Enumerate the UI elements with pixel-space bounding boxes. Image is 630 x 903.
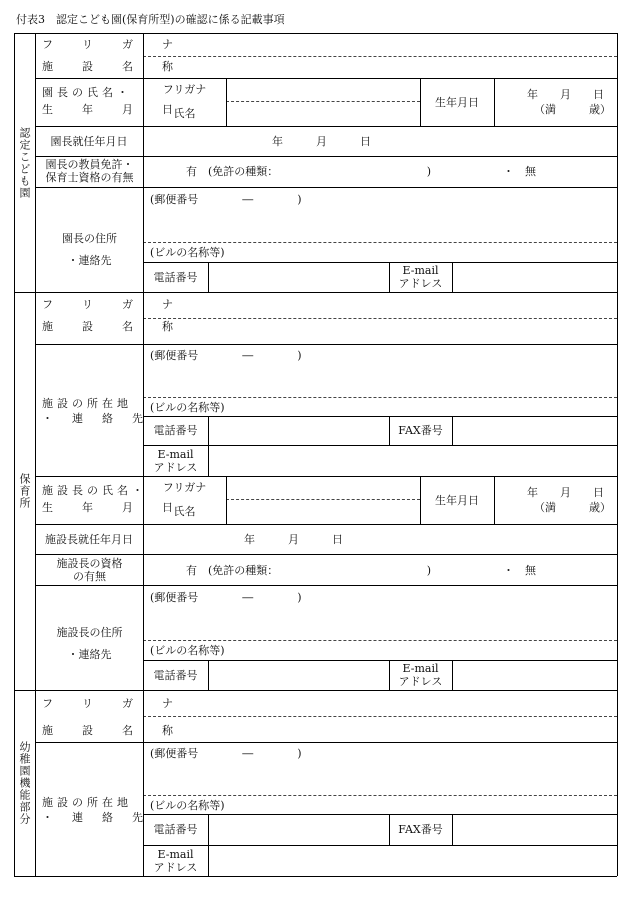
label-contact: ・ 連 絡 先: [42, 412, 147, 425]
label-facility-name: 施 設 名 称: [42, 724, 182, 737]
dashed-rule: [143, 397, 617, 398]
section-label-nintei-kodomoen: 認定こども園: [18, 126, 31, 199]
birthdate-placeholder: 年 月 日: [527, 486, 604, 499]
label-facility-name: 施 設 名 称: [42, 60, 182, 73]
rule: [143, 845, 617, 846]
appointed-date-placeholder: 年 月 日: [272, 135, 371, 148]
license-none: ・ 無: [503, 165, 536, 178]
rule: [452, 660, 453, 690]
label-fax: FAX番号: [398, 823, 443, 836]
rule: [452, 814, 453, 845]
dashed-rule: [226, 101, 420, 102]
postal-code-placeholder: (郵便番号 ― ): [150, 193, 302, 206]
dashed-rule: [143, 640, 617, 641]
rule: [617, 33, 618, 876]
document-caption: 付表3 認定こども園(保育所型)の確認に係る記載事項: [16, 13, 285, 26]
label-name: 氏名: [173, 505, 196, 518]
label-director-address: 施設長の住所 ・連絡先: [56, 626, 123, 661]
section-label-hoikusho: 保育所: [18, 473, 31, 509]
dashed-rule: [226, 499, 420, 500]
label-furigana: フ リ ガ ナ: [42, 38, 182, 51]
rule: [208, 814, 209, 876]
rule: [143, 416, 617, 417]
rule: [494, 78, 495, 126]
label-furigana: フ リ ガ ナ: [42, 697, 182, 710]
rule: [208, 416, 209, 476]
building-name-label: (ビルの名称等): [150, 799, 225, 812]
age-placeholder: （満 歳）: [534, 501, 611, 514]
rule: [143, 660, 617, 661]
rule: [35, 476, 617, 477]
label-phone: 電話番号: [153, 424, 198, 437]
rule: [14, 690, 617, 691]
rule: [143, 262, 617, 263]
rule: [208, 262, 209, 292]
rule: [226, 476, 227, 524]
rule: [35, 554, 617, 555]
license-none: ・ 無: [503, 564, 536, 577]
label-facility-location: 施設の所在地: [42, 397, 132, 410]
label-phone: 電話番号: [153, 823, 198, 836]
label-furigana-small: フリガナ: [162, 83, 207, 96]
rule: [452, 262, 453, 292]
postal-code-placeholder: (郵便番号 ― ): [150, 349, 302, 362]
label-furigana-small: フリガナ: [162, 481, 207, 494]
label-facility-location: 施設の所在地: [42, 796, 132, 809]
rule: [14, 876, 617, 877]
label-director-name: 施設長の氏名・: [42, 484, 147, 497]
section-label-youchien: 幼稚園機能部分: [18, 741, 31, 825]
rule: [143, 445, 617, 446]
label-principal-name: 園長の氏名・: [42, 86, 132, 99]
rule: [143, 814, 617, 815]
building-name-label: (ビルの名称等): [150, 644, 225, 657]
label-principal-address: 園長の住所 ・連絡先: [62, 232, 117, 267]
dashed-rule: [143, 56, 617, 57]
appointed-date-placeholder: 年 月 日: [244, 533, 343, 546]
rule: [494, 476, 495, 524]
building-name-label: (ビルの名称等): [150, 246, 225, 259]
rule: [35, 187, 617, 188]
label-furigana: フ リ ガ ナ: [42, 298, 182, 311]
label-seinengappi: 生年月日: [435, 95, 479, 109]
dashed-rule: [143, 716, 617, 717]
label-email: E-mail アドレス: [153, 847, 198, 874]
label-birthdate: 生 年 月 日: [42, 103, 182, 116]
label-director-appointed: 施設長就任年月日: [45, 532, 133, 546]
postal-code-placeholder: (郵便番号 ― ): [150, 591, 302, 604]
rule: [208, 660, 209, 690]
license-type-placeholder: 有 (免許の種類： ): [186, 564, 432, 577]
rule: [14, 292, 617, 293]
dashed-rule: [143, 795, 617, 796]
label-name: 氏名: [173, 107, 196, 120]
building-name-label: (ビルの名称等): [150, 401, 225, 414]
label-phone: 電話番号: [153, 668, 198, 682]
license-type-placeholder: 有 (免許の種類： ): [186, 165, 432, 178]
postal-code-placeholder: (郵便番号 ― ): [150, 747, 302, 760]
rule: [14, 33, 617, 34]
label-facility-name: 施 設 名 称: [42, 320, 182, 333]
dashed-rule: [143, 318, 617, 319]
birthdate-placeholder: 年 月 日: [527, 88, 604, 101]
rule: [35, 78, 617, 79]
dashed-rule: [143, 242, 617, 243]
rule: [35, 344, 617, 345]
label-email: E-mail アドレス: [398, 662, 443, 688]
label-email: E-mail アドレス: [153, 447, 198, 474]
rule: [35, 156, 617, 157]
label-contact: ・ 連 絡 先: [42, 811, 147, 824]
rule: [35, 585, 617, 586]
age-placeholder: （満 歳）: [534, 103, 611, 116]
label-seinengappi: 生年月日: [435, 493, 479, 507]
rule: [35, 742, 617, 743]
label-fax: FAX番号: [398, 424, 443, 437]
label-director-qualification: 施設長の資格 の有無: [56, 557, 123, 583]
rule: [452, 416, 453, 445]
label-phone: 電話番号: [153, 270, 198, 284]
label-principal-appointed: 園長就任年月日: [50, 134, 128, 148]
label-principal-license: 園長の教員免許・ 保育士資格の有無: [45, 158, 134, 184]
label-email: E-mail アドレス: [398, 264, 443, 290]
label-birthdate: 生 年 月 日: [42, 501, 182, 514]
rule: [226, 78, 227, 126]
